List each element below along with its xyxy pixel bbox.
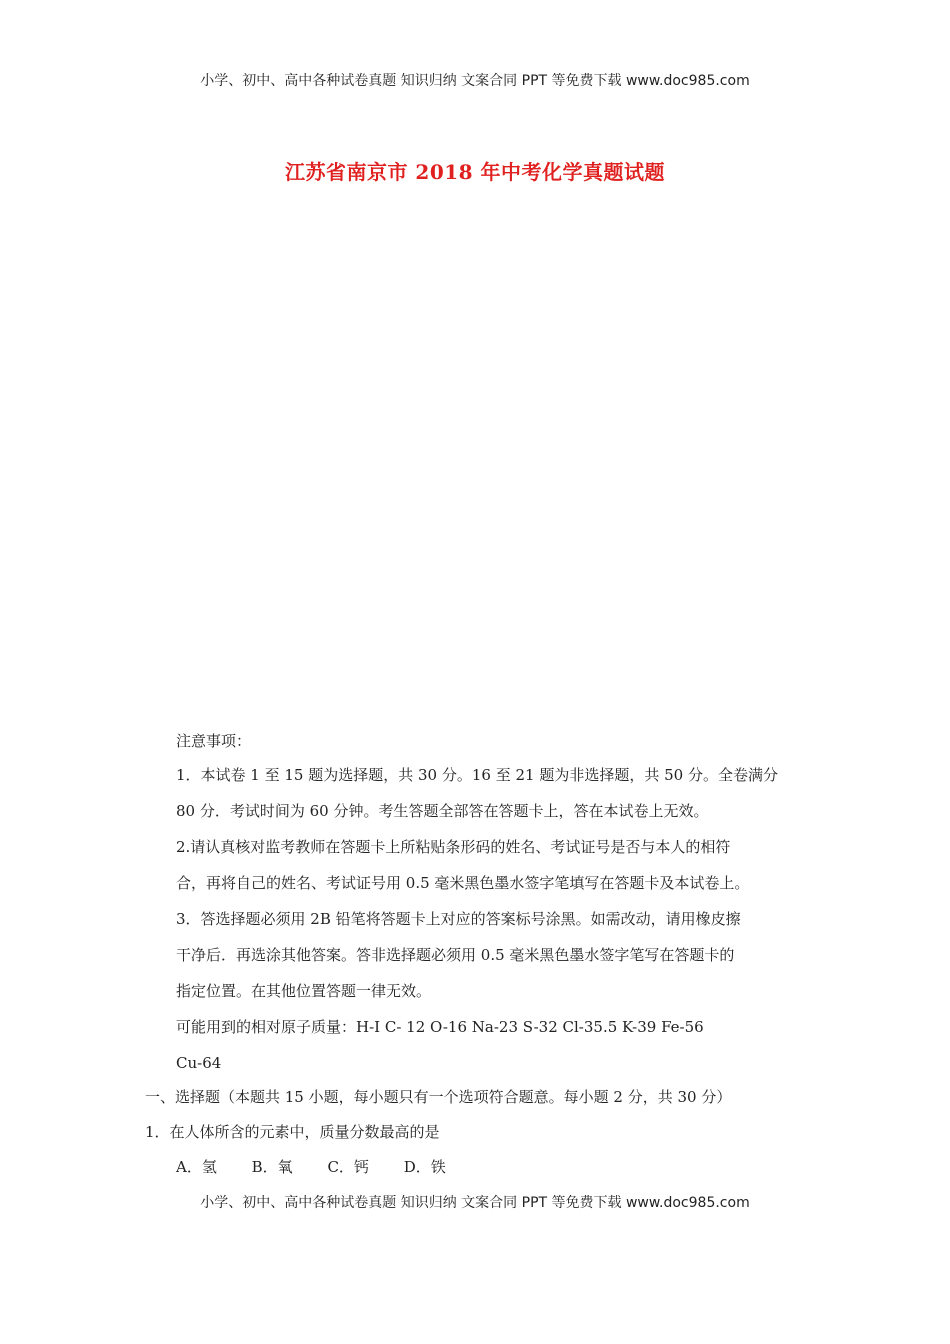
section-heading: 一、选择题（本题共 15 小题，每小题只有一个选项符合题意。每小题 2 分，共 30 分） xyxy=(145,1088,732,1106)
document-title: 江苏省南京市 2018 年中考化学真题试题 xyxy=(284,160,666,184)
notes-heading: 注意事项： xyxy=(176,732,252,750)
atomic-mass-line-1: 可能用到的相对原子质量：H-I C- 12 O-16 Na-23 S-32 Cl-35.5 K-39 Fe-56 xyxy=(176,1018,704,1036)
notes-line-7: 指定位置。在其他位置答题一律无效。 xyxy=(176,982,432,1000)
atomic-mass-line-2: Cu-64 xyxy=(176,1054,222,1072)
notes-line-4: 合，再将自己的姓名、考试证号用 0.5 毫米黑色墨水签字笔填写在答题卡及本试卷上。 xyxy=(176,874,750,892)
option-d: D．铁 xyxy=(403,1158,446,1176)
option-a: A．氢 xyxy=(176,1158,217,1176)
notes-line-1: 1．本试卷 1 至 15 题为选择题，共 30 分。16 至 21 题为非选择题，共 50 分。全卷满分 xyxy=(176,766,778,784)
option-c: C．钙 xyxy=(327,1158,369,1176)
notes-line-6: 干净后．再选涂其他答案。答非选择题必须用 0.5 毫米黑色墨水签字笔写在答题卡的 xyxy=(176,946,735,964)
notes-line-2: 80 分．考试时间为 60 分钟。考生答题全部答在答题卡上，答在本试卷上无效。 xyxy=(176,802,709,820)
question-1-options xyxy=(176,1157,446,1177)
question-1-stem: 1．在人体所含的元素中，质量分数最高的是 xyxy=(145,1123,440,1141)
page-header: 小学、初中、高中各种试卷真题 知识归纳 文案合同 PPT 等免费下载 www.doc985.com xyxy=(200,73,750,89)
page-footer: 小学、初中、高中各种试卷真题 知识归纳 文案合同 PPT 等免费下载 www.doc985.com xyxy=(200,1195,750,1211)
notes-line-5: 3．答选择题必须用 2B 铅笔将答题卡上对应的答案标号涂黑。如需改动，请用橡皮擦 xyxy=(176,910,741,928)
notes-line-3: 2.请认真核对监考教师在答题卡上所粘贴条形码的姓名、考试证号是否与本人的相符 xyxy=(176,838,731,856)
option-b: B．氧 xyxy=(251,1158,293,1176)
